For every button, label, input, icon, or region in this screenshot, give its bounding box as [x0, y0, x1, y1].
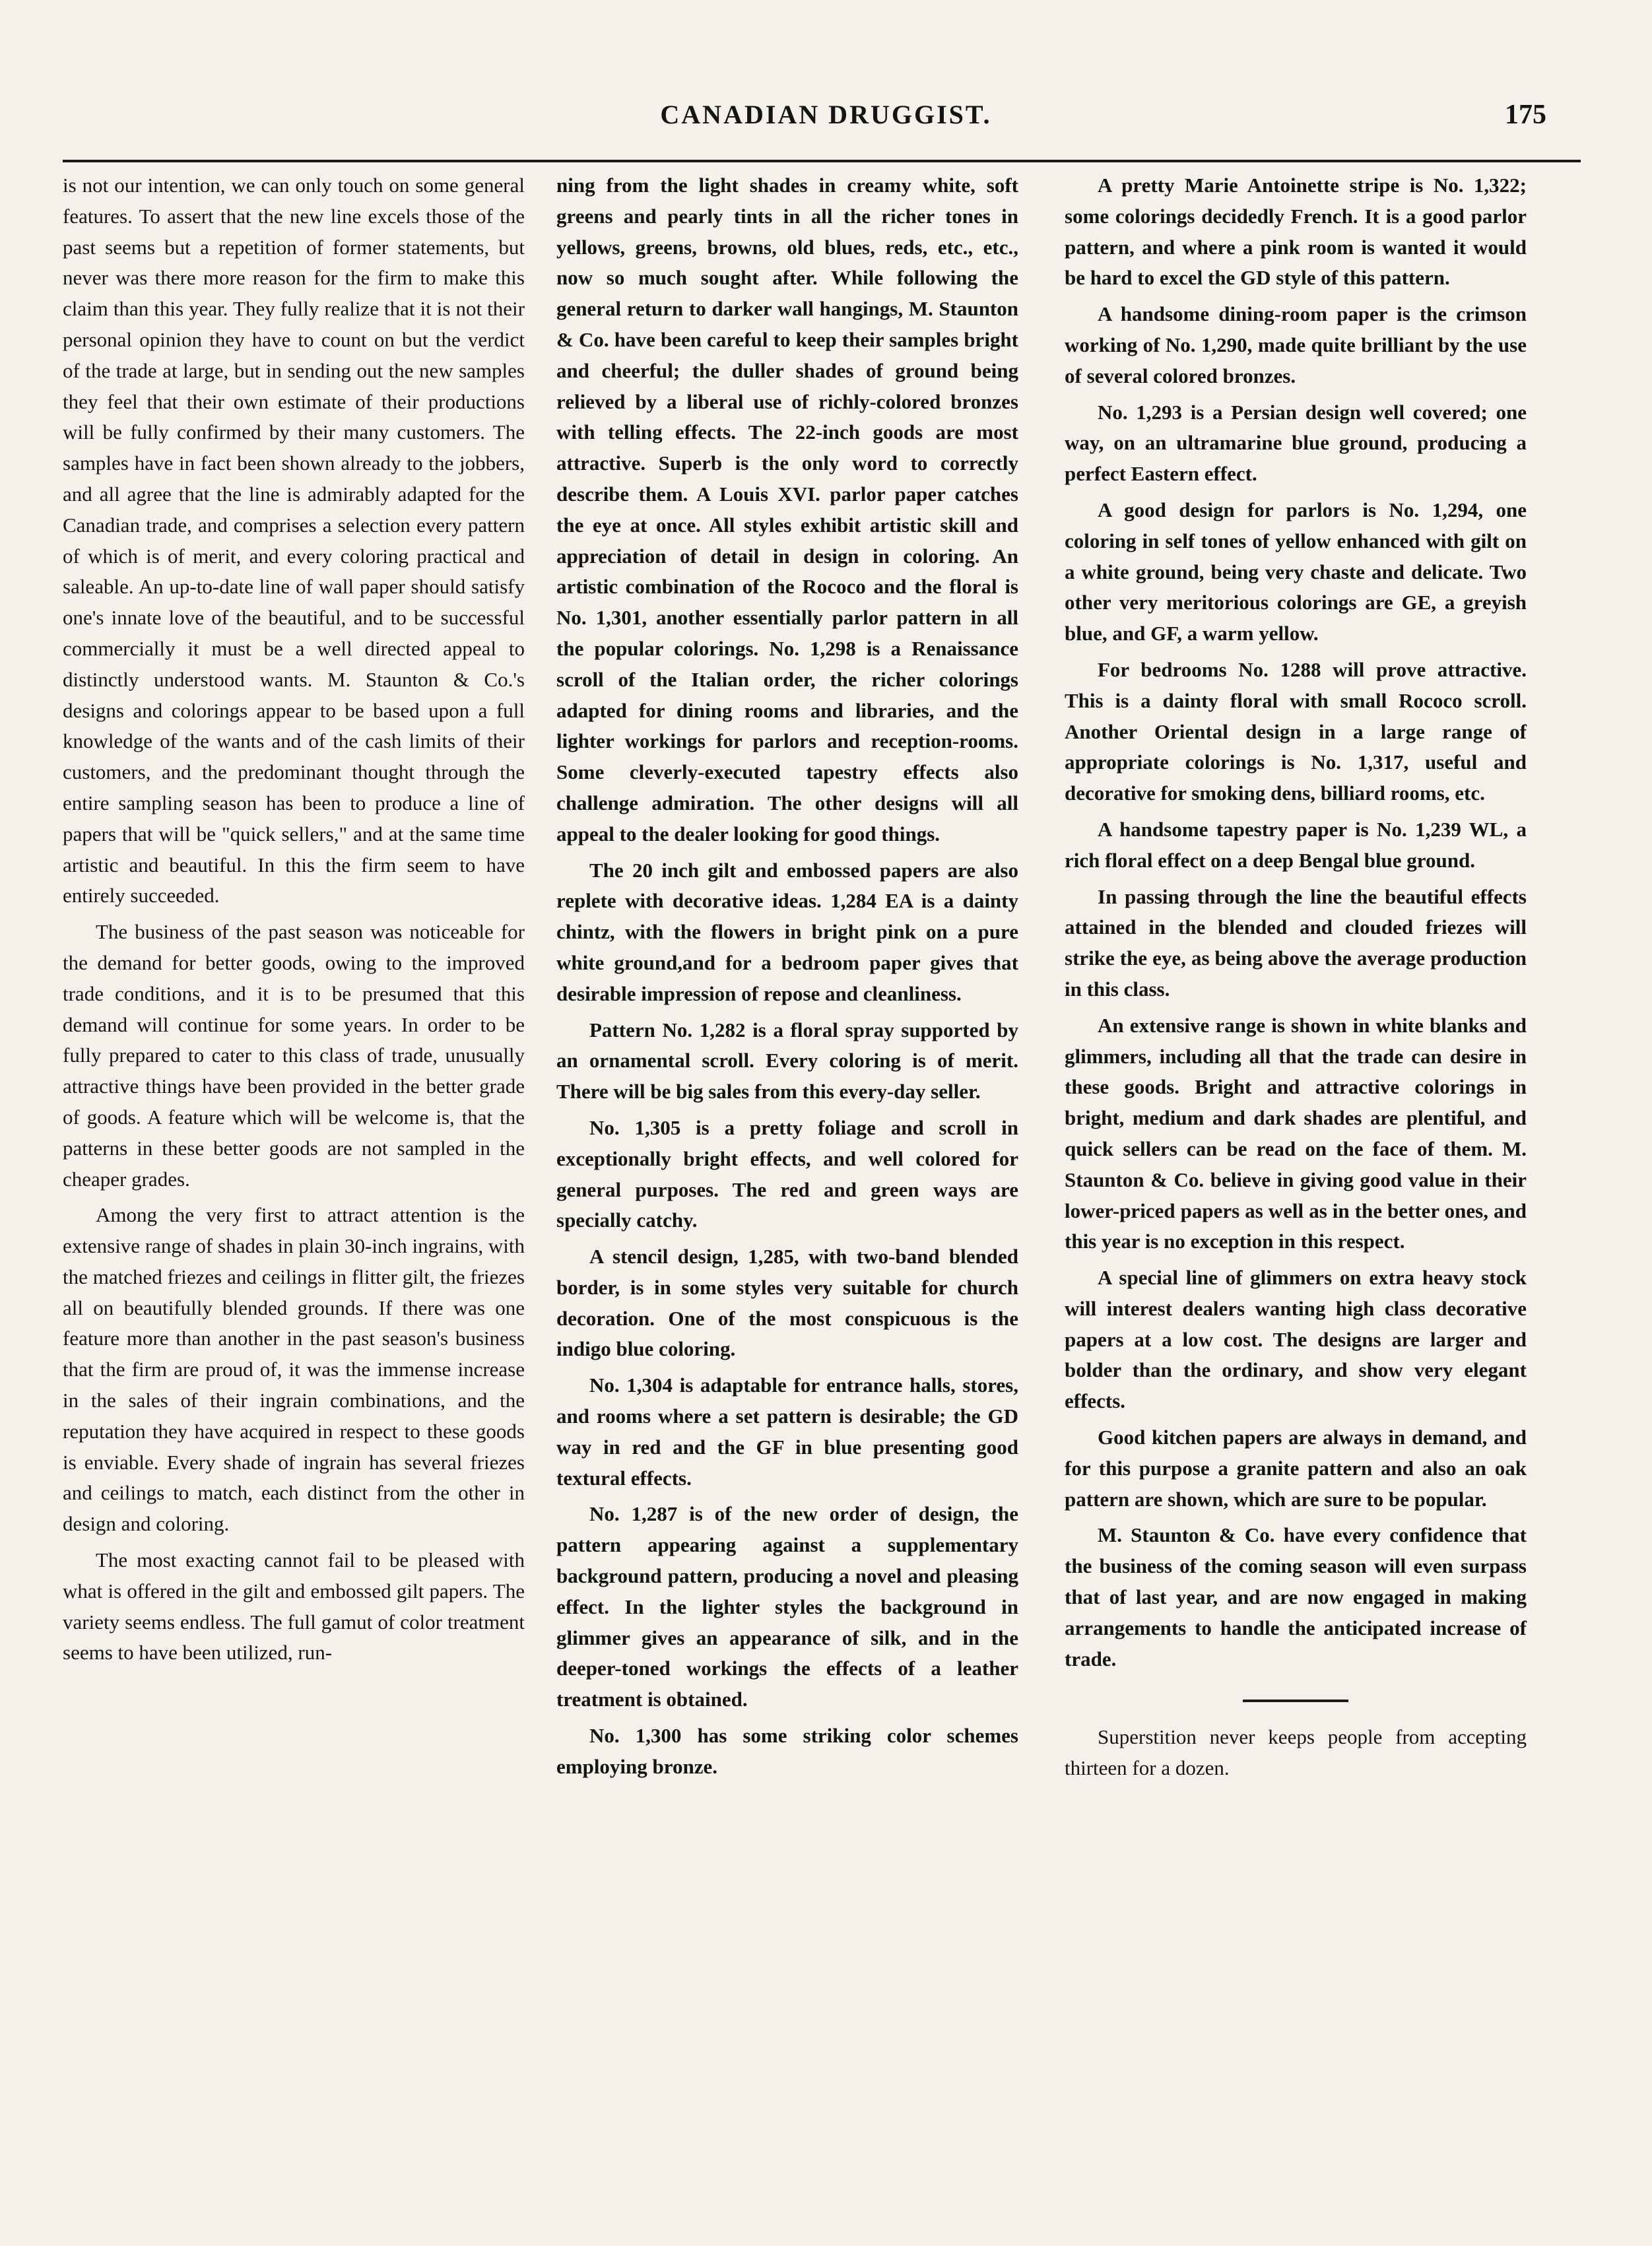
- paragraph: Good kitchen papers are always in demand, and for this purpose a granite pattern and also an oak pattern are shown, which are sure to be popular.: [1065, 1426, 1527, 1511]
- paragraph: No. 1,293 is a Persian design well covered; one way, on an ultramarine blue ground, producing a perfect Eastern effect.: [1065, 400, 1527, 486]
- paragraph: No. 1,287 is of the new order of design, the pattern appearing against a supplementary background pattern, producing a novel and pleasing effect. In the lighter styles the background in glimmer gives an appearance of silk, and in the deeper-toned workings the effects of a leather treatment is obtained.: [556, 1502, 1018, 1711]
- paragraph: A stencil design, 1,285, with two-band blended border, is in some styles very suitable for church decoration. One of the most conspicuous is the indigo blue coloring.: [556, 1245, 1018, 1361]
- running-head: [0, 99, 1652, 145]
- page-title: CANADIAN DRUGGIST.: [660, 100, 992, 129]
- paragraph: No. 1,304 is adaptable for entrance halls, stores, and rooms where a set pattern is desirable; the GD way in red and the GF in blue presenting good textural effects.: [556, 1373, 1018, 1490]
- header-rule: [63, 160, 1581, 162]
- column-2: [556, 170, 1018, 2177]
- paragraph: A special line of glimmers on extra heavy stock will interest dealers wanting high class decorative papers at a low cost. The designs are larger and bolder than the ordinary, and show very elegant effects.: [1065, 1266, 1527, 1413]
- paragraph: A good design for parlors is No. 1,294, one coloring in self tones of yellow enhanced with gilt on a white ground, being very chaste and delicate. Two other very meritorious colorings are GE, a greyish blue, and GF, a warm yellow.: [1065, 498, 1527, 645]
- column-3: [1065, 170, 1527, 2177]
- paragraph: A pretty Marie Antoinette stripe is No. 1,322; some colorings decidedly French. It is a good parlor pattern, and where a pink room is wanted it would be hard to excel the GD style of this pattern.: [1065, 174, 1527, 290]
- paragraph: The business of the past season was noticeable for the demand for better goods, owing to the improved trade conditions, and it is to be presumed that this demand will continue for some years. In order to be fully prepared to cater to this class of trade, unusually attractive things have been provided in the better grade of goods. A feature which will be welcome is, that the patterns in these better goods are not sampled in the cheaper grades.: [63, 920, 525, 1191]
- paragraph: A handsome tapestry paper is No. 1,239 WL, a rich floral effect on a deep Bengal blue ground.: [1065, 817, 1527, 872]
- paragraph: For bedrooms No. 1288 will prove attractive. This is a dainty floral with small Rococo scroll. Another Oriental design in a large range of appropriate colorings is No. 1,317, useful and decorative for smoking dens, billiard rooms, etc.: [1065, 657, 1527, 805]
- filler-paragraph: Superstition never keeps people from accepting thirteen for a dozen.: [1065, 1725, 1527, 1780]
- paragraph: The most exacting cannot fail to be pleased with what is offered in the gilt and embossed gilt papers. The variety seems endless. The full gamut of color treatment seems to have been utilized, run-: [63, 1548, 525, 1665]
- paragraph: is not our intention, we can only touch on some general features. To assert that the new line excels those of the past seems but a repetition of former statements, but never was there more reason for the firm to make this claim than this year. They fully realize that it is not their personal opinion they have to count on but the verdict of the trade at large, but in sending out the new samples they feel that their own estimate of their productions will be fully confirmed by their many customers. The samples have in fact been shown already to the jobbers, and all agree that the line is admirably adapted for the Canadian trade, and comprises a selection every pattern of which is of merit, and every coloring practical and saleable. An up-to-date line of wall paper should satisfy one's innate love of the beautiful, and to be successful commercially it must be a well directed appeal to distinctly understood wants. M. Staunton & Co.'s designs and colorings appear to be based upon a full knowledge of the wants and of the cash limits of their customers, and the predominant thought through the entire sampling season has been to produce a line of papers that will be "quick sellers," and at the same time artistic and beautiful. In this the firm seem to have entirely succeeded.: [63, 174, 525, 908]
- paragraph: Among the very first to attract attention is the extensive range of shades in plain 30-inch ingrains, with the matched friezes and ceilings in flitter gilt, the friezes all on beautifully blended grounds. If there was one feature more than another in the past season's business that the firm are proud of, it was the immense increase in the sales of their ingrain combinations, and the reputation they have acquired in respect to these goods is enviable. Every shade of ingrain has several friezes and ceilings to match, each distinct from the other in design and coloring.: [63, 1203, 525, 1536]
- section-divider: [1243, 1700, 1348, 1702]
- paragraph: No. 1,300 has some striking color schemes employing bronze.: [556, 1724, 1018, 1778]
- paragraph: An extensive range is shown in white blanks and glimmers, including all that the trade can desire in these goods. Bright and attractive colorings in bright, medium and dark shades are plentiful, and quick sellers can be read on the face of them. M. Staunton & Co. believe in giving good value in their lower-priced papers as well as in the better ones, and this year is no exception in this respect.: [1065, 1013, 1527, 1253]
- paragraph: Pattern No. 1,282 is a floral spray supported by an ornamental scroll. Every coloring is of merit. There will be big sales from this every-day seller.: [556, 1018, 1018, 1104]
- column-1: [63, 170, 525, 2177]
- paragraph: M. Staunton & Co. have every confidence that the business of the coming season will even surpass that of last year, and are now engaged in making arrangements to handle the anticipated increase of trade.: [1065, 1523, 1527, 1670]
- paragraph: No. 1,305 is a pretty foliage and scroll in exceptionally bright effects, and well colored for general purposes. The red and green ways are specially catchy.: [556, 1115, 1018, 1232]
- paragraph: In passing through the line the beautiful effects attained in the blended and clouded friezes will strike the eye, as being above the average production in this class.: [1065, 884, 1527, 1001]
- page-number: 175: [1505, 100, 1546, 130]
- paragraph: ning from the light shades in creamy white, soft greens and pearly tints in all the richer tones in yellows, greens, browns, old blues, reds, etc., etc., now so much sought after. While following the general return to darker wall hangings, M. Staunton & Co. have been careful to keep their samples bright and cheerful; the duller shades of ground being relieved by a liberal use of richly-colored bronzes with telling effects. The 22-inch goods are most attractive. Superb is the only word to correctly describe them. A Louis XVI. parlor paper catches the eye at once. All styles exhibit artistic skill and appreciation of detail in design in coloring. An artistic combination of the Rococo and the floral is No. 1,301, another essentially parlor pattern in all the popular colorings. No. 1,298 is a Renaissance scroll of the Italian order, the richer colorings adapted for dining rooms and libraries, and the lighter workings for parlors and reception-rooms. Some cleverly-executed tapestry effects also challenge admiration. The other designs will all appeal to the dealer looking for good things.: [556, 174, 1018, 845]
- paragraph: The 20 inch gilt and embossed papers are also replete with decorative ideas. 1,284 EA is a dainty chintz, with the flowers in bright pink on a pure white ground,and for a bedroom paper gives that desirable impression of repose and cleanliness.: [556, 858, 1018, 1005]
- paragraph: A handsome dining-room paper is the crimson working of No. 1,290, made quite brilliant by the use of several colored bronzes.: [1065, 302, 1527, 387]
